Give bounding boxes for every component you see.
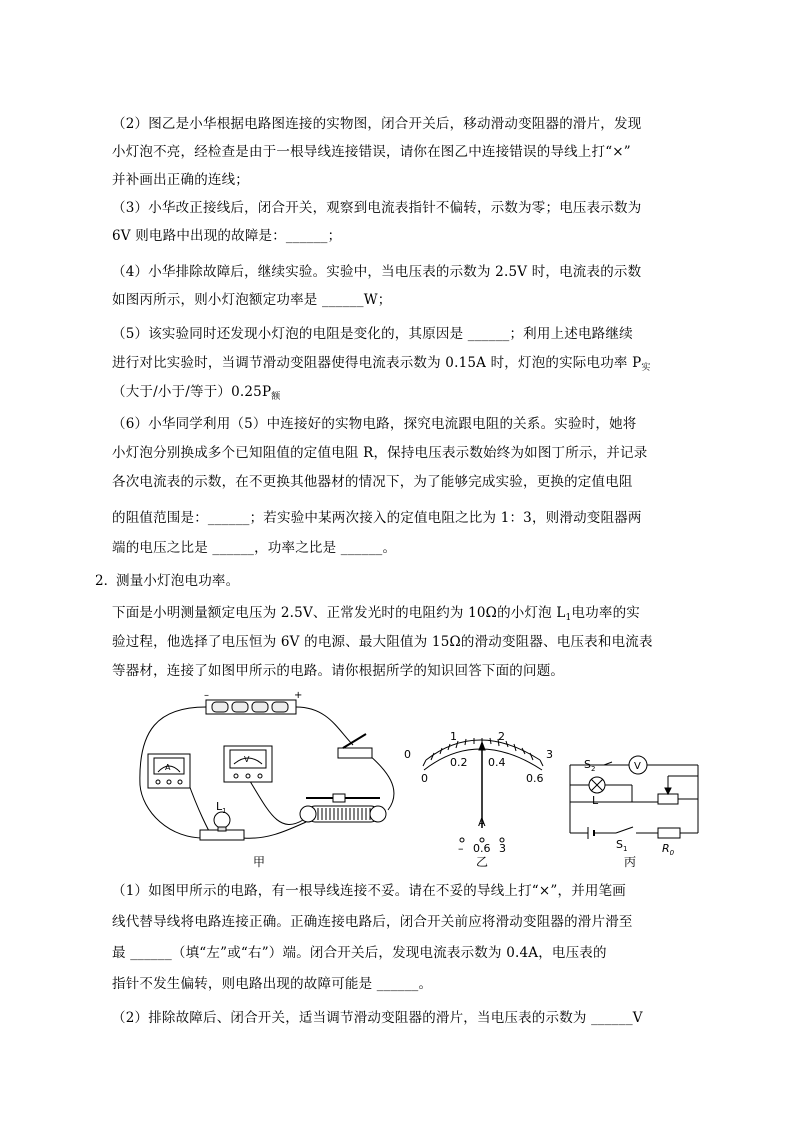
subscript-actual: 实 — [641, 363, 651, 373]
l1-subscript: 1 — [565, 613, 572, 623]
figures-svg — [128, 690, 708, 870]
q2-part1-line3: 最 ______（填“左”或“右”）端。闭合开关后，发现电流表示数为 0.4A，电压表的 — [112, 945, 607, 961]
scale-bottom-1: 0.2 — [450, 756, 468, 769]
battery-minus: – — [204, 690, 209, 701]
terminal-minus: – — [458, 842, 464, 855]
q2-part1-line4: 指针不发生偏转，则电路出现的故障可能是 ______。 — [112, 976, 433, 992]
scale-top-3: 3 — [546, 748, 553, 761]
q1-part5-line3 — [112, 383, 684, 407]
q2-part1-line2: 线代替导线将电路连接正确。正确连接电路后，闭合开关前应将滑动变阻器的滑片滑至 — [112, 914, 633, 930]
wire-lamp-rheostat — [243, 822, 306, 838]
q1-part5-line3-text: （大于/小于/等于）0.25P — [112, 384, 272, 400]
q1-part6-line4: 的阻值范围是：______；若实验中某两次接入的定值电阻之比为 1：3，则滑动变阻器两 — [112, 510, 642, 526]
q1-part6-line2: 小灯泡分别换成多个已知阻值的定值电阻 R，保持电压表示数始终为如图丁所示，并记录 — [112, 445, 648, 461]
q2-intro-line1 — [112, 604, 684, 628]
figure-bing-label: 丙 — [624, 855, 637, 869]
bing-l: L — [592, 794, 599, 807]
q1-part4-line1: （4）小华排除故障后，继续实验。实验中，当电压表的示数为 2.5V 时，电流表的示数 — [112, 264, 642, 280]
q1-part2-line3: 并补画出正确的连线； — [112, 172, 249, 188]
q2-intro-line2: 验过程，他选择了电压恒为 6V 的电源、最大阻值为 15Ω的滑动变阻器、电压表和电流表 — [112, 634, 653, 650]
ammeter-letter: A — [165, 763, 171, 772]
circuit-figures — [128, 690, 708, 870]
wire-top-right — [296, 707, 353, 745]
figure-jia — [140, 690, 394, 869]
bing-s2: $S_2$ — [584, 758, 596, 773]
scale-top-0: 0 — [404, 748, 411, 761]
subscript-rated: 额 — [271, 392, 281, 402]
bing-r0-icon — [658, 828, 680, 838]
rheostat-icon — [300, 794, 386, 822]
q2-intro-line3: 等器材，连接了如图甲所示的电路。请你根据所学的知识回答下面的问题。 — [112, 663, 565, 679]
bing-s1: $S_1$ — [616, 838, 628, 853]
wire-voltmeter — [248, 778, 303, 824]
q1-part6-line5: 端的电压之比是 ______，功率之比是 ______。 — [112, 540, 397, 556]
q1-part3-line2: 6V 则电路中出现的故障是：______； — [112, 228, 342, 244]
q2-title: 测量小灯泡电功率。 — [116, 573, 240, 589]
scale-bottom-2: 0.4 — [488, 756, 506, 769]
lamp-label: $L_1$ — [216, 800, 227, 815]
bing-r0: $R_0$ — [662, 842, 675, 857]
scale-bottom-3: 0.6 — [526, 772, 544, 785]
q1-part6-line3: 各次电流表的示数，在不更换其他器材的情况下，为了能够完成实验，更换的定值电阻 — [112, 474, 633, 490]
bing-switch-s1-icon — [616, 827, 633, 833]
scale-top-2: 2 — [498, 730, 505, 743]
q1-part2-line2: 小灯泡不亮，经检查是由于一根导线连接错误，请你在图乙中连接错误的导线上打“×” — [112, 144, 631, 160]
bing-rheostat-icon — [658, 794, 678, 804]
voltmeter-letter: V — [244, 755, 250, 764]
needle-tip — [479, 742, 485, 750]
q1-part2-line1: （2）图乙是小华根据电路图连接的实物图，闭合开关后，移动滑动变阻器的滑片，发现 — [112, 116, 642, 132]
dial-ticks — [423, 738, 543, 766]
q2-intro-line1-text: 下面是小明测量额定电压为 2.5V、正常发光时的电阻约为 10Ω的小灯泡 L — [112, 605, 566, 621]
battery-pack-icon — [206, 700, 296, 714]
meter-unit: A — [478, 816, 486, 829]
q1-part5-line2-text: 进行对比实验时，当调节滑动变阻器使得电流表示数为 0.15A 时，灯泡的实际电功率 P — [112, 355, 642, 371]
q2-number: 2． — [95, 573, 118, 589]
scale-bottom-0: 0 — [421, 772, 428, 785]
terminal-3: 3 — [499, 842, 506, 855]
voltmeter-icon — [224, 746, 272, 782]
figure-yi-label: 乙 — [476, 855, 489, 869]
q2-part1-line1: （1）如图甲所示的电路，有一根导线连接不妥。请在不妥的导线上打“×”，并用笔画 — [112, 883, 627, 899]
q1-part6-line1: （6）小华同学利用（5）中连接好的实物电路，探究电流跟电阻的关系。实验时，她将 — [112, 416, 637, 432]
switch-icon — [338, 734, 372, 758]
q2-intro-line1-tail: 电功率的实 — [571, 605, 640, 621]
q1-part4-line2: 如图丙所示，则小灯泡额定功率是 ______W； — [112, 292, 392, 308]
battery-plus: + — [294, 690, 303, 701]
q1-part5-line2 — [112, 354, 684, 378]
wire-switch-rheostat — [363, 750, 394, 810]
bing-v: V — [634, 761, 641, 772]
q1-part3-line1: （3）小华改正接线后，闭合开关，观察到电流表指针不偏转，示数为零；电压表示数为 — [112, 200, 642, 216]
q2-part2-line1: （2）排除故障后、闭合开关，适当调节滑动变阻器的滑片，当电压表的示数为 ______V — [112, 1010, 643, 1026]
figure-jia-label: 甲 — [253, 855, 266, 869]
terminal-06: 0.6 — [473, 842, 491, 855]
scale-top-1: 1 — [450, 730, 457, 743]
q1-part5-line1: （5）该实验同时还发现小灯泡的电阻是变化的，其原因是 ______；利用上述电路继续 — [112, 326, 633, 342]
